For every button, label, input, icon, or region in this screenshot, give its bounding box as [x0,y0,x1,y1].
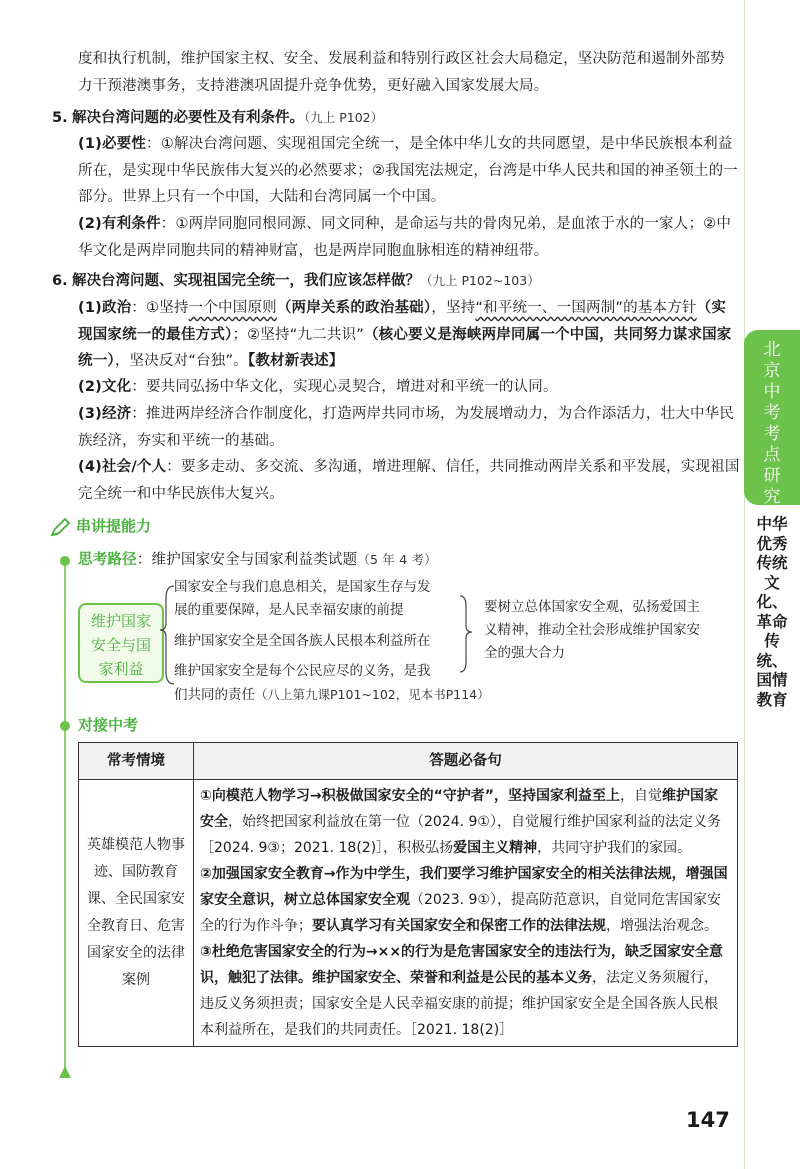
table-row [79,780,738,1047]
section-6-economy: (3)经济：推进两岸经济合作制度化，打造两岸共同市场，为发展增动力，为合作添活力，壮大中华民族经济，夯实和平统一的基础。 [78,406,735,449]
diagram-point-1: 国家安全与我们息息相关，是国家生存与发 展的重要保障，是人民幸福安康的前提 [174,579,431,618]
guide-line [64,560,66,1075]
intro-paragraph: 度和执行机制，维护国家主权、安全、发展利益和特别行政区社会大局稳定，坚决防范和遏制外部势 力干预港澳事务，支持港澳巩固提升竞争优势，更好融入国家发展大局。 [78,51,725,94]
col-header-answer: 答题必备句 [194,743,738,780]
exam-heading: 对接中考 [78,716,139,734]
page-number: 147 [686,1108,730,1132]
section-6-heading: 6. 解决台湾问题、实现祖国完全统一，我们应该怎样做？（九上 P102~103） [52,273,540,289]
diagram-topic-box: 维护国家 安全与国 家利益 [78,603,164,683]
diagram-point-3: 维护国家安全是每个公民应尽的义务，是我 们共同的责任（八上第九课P101~102，见本书P114） [174,663,490,703]
section-5-heading: 5. 解决台湾问题的必要性及有利条件。（九上 P102） [52,110,384,126]
section-5-conditions: (2)有利条件：①两岸同胞同根同源、同文同种，是命运与共的骨肉兄弟，是血浓于水的一家人；②中华文化是两岸同胞共同的精神财富，也是两岸同胞血脉相连的精神纽带。 [78,216,732,259]
bullet-dot-icon [60,556,70,566]
section-6-politics: (1)政治：①坚持一个中国原则（两岸关系的政治基础），坚持“和平统一、一国两制”的基本方针（实现国家统一的最佳方式）；②坚持“九二共识”（核心要义是海峡两岸同属一个中国，共同努力谋求国家统一），坚决反对“台独”。【教材新表述】 [78,300,732,369]
sidebar-tab-label: 北京中考考点研究 [763,340,781,507]
pencil-icon [50,517,72,537]
answer-3: ③杜绝危害国家安全的行为→××的行为是危害国家安全的违法行为，缺乏国家安全意识，触犯了法律。维护国家安全、荣誉和利益是公民的基本义务，法定义务须履行，违反义务须担责；国家安全是人民幸福安康的前提；维护国家安全是全国各族人民根本利益所在，是我们的共同责任。［2021. 18(2)］ [200,944,724,1038]
bullet-dot-icon [60,721,70,731]
sidebar-divider [744,0,745,1169]
answer-cell [194,780,738,1047]
section-6-society: (4)社会/个人：要多走动、多交流、多沟通，增进理解、信任，共同推动两岸关系和平发展，实现祖国完全统一和中华民族伟大复兴。 [78,459,740,502]
section-5-necessity: (1)必要性：①解决台湾问题、实现祖国完全统一，是全体中华儿女的共同愿望，是中华民族根本利益所在，是实现中华民族伟大复兴的必然要求；②我国宪法规定，台湾是中华人民共和国的神圣领土的一部分。世界上只有一个中国，大陆和台湾同属一个中国。 [78,136,738,205]
answer-1: ①向模范人物学习→积极做国家安全的“守护者”，坚持国家利益至上，自觉维护国家安全，始终把国家利益放在第一位（2024. 9①），自觉履行维护国家利益的法定义务［2024. 9③；2021. 18(2)］，积极弘扬爱国主义精神，共同守护我们的家园。 [200,788,721,856]
diagram-result: 要树立总体国家安全观，弘扬爱国主 义精神，推动全社会形成维护国家安 全的强大合力 [484,599,700,661]
scene-cell: 英雄模范人物事迹、国防教育课、全民国家安全教育日、危害国家安全的法律案例 [79,780,194,1047]
guide-arrow-icon [59,1066,71,1078]
exam-table [78,742,738,1047]
thinking-path: 思考路径：维护国家安全与国家利益类试题（5 年 4 考） [78,552,437,568]
answer-2: ②加强国家安全教育→作为中学生，我们要学习维护国家安全的相关法律法规，增强国家安全意识，树立总体国家安全观（2023. 9①），提高防范意识，自觉同危害国家安全的行为作斗争；要认真学习有关国家安全和保密工作的法律法规，增强法治观念。 [200,866,728,934]
diagram-point-2: 维护国家安全是全国各族人民根本利益所在 [174,633,431,649]
sidebar-subject-label: 中华优秀传统文化、革命传统、国情教育 [756,515,788,709]
col-header-scene: 常考情境 [79,743,194,780]
section-6-culture: (2)文化：要共同弘扬中华文化，实现心灵契合，增进对和平统一的认同。 [78,379,558,395]
